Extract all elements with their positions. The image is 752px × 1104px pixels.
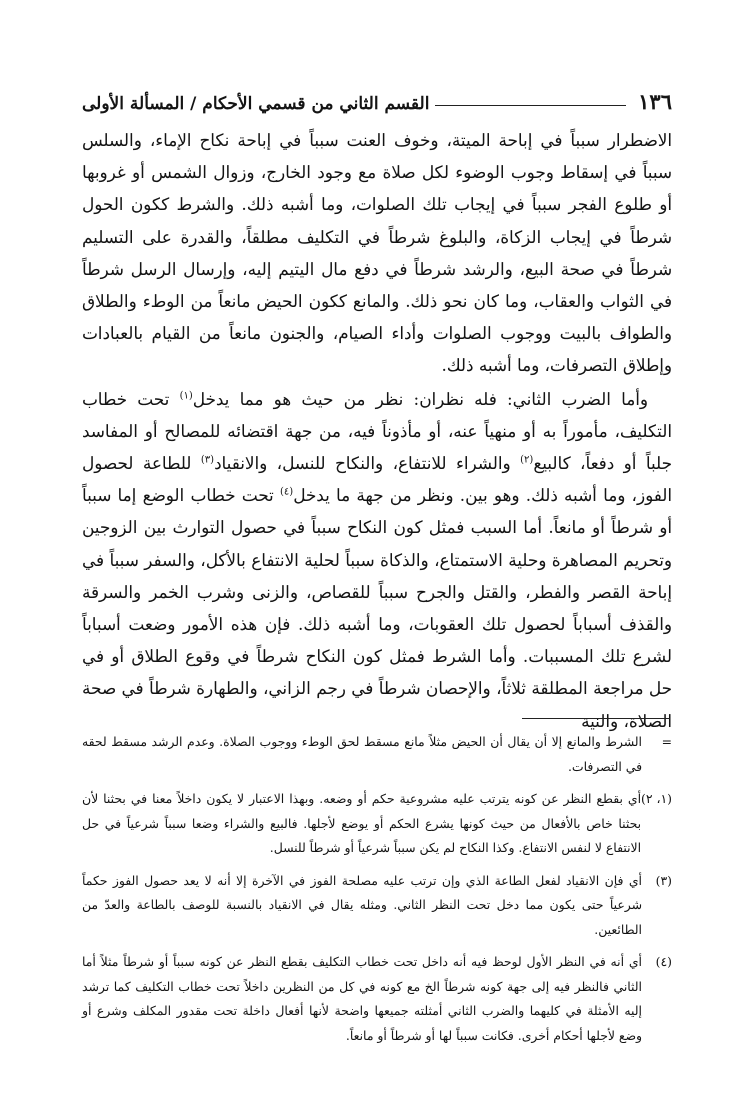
footnote-ref-3[interactable]: (٣)	[200, 454, 215, 466]
running-header	[82, 84, 672, 114]
footnote-mark: (٣)	[655, 872, 672, 888]
footnote-text: الشرط والمانع إلا أن يقال أن الحيض مثلاً مانع مسقط لحق الوطء ووجوب الصلاة. وعدم الرشد مسقط لحقه في التصرفات.	[82, 734, 642, 774]
footnote-ref-1[interactable]: (١)	[179, 390, 193, 402]
footnote-mark: (٤)	[655, 954, 672, 969]
paragraph-1: الاضطرار سبباً في إباحة الميتة، وخوف العنت سبباً في إباحة نكاح الإماء، والسلس سبباً في إسقاط وجوب الوضوء لكل صلاة مع وجود الخارج، وزوال الشمس أو غروبها أو طلوع الفجر سبباً في إيجاب تلك الصلوات، وما أشبه ذلك. والشرط ككون الحول شرطاً في إيجاب الزكاة، والبلوغ شرطاً في التكليف مطلقاً، والقدرة على التسليم شرطاً في صحة البيع، والرشد شرطاً في دفع مال اليتيم إليه، وإرسال الرسل شرطاً في الثواب والعقاب، وما كان نحو ذلك. والمانع ككون الحيض مانعاً من الوطء والطلاق والطواف بالبيت ووجوب الصلوات وأداء الصيام، والجنون مانعاً من القيام بالعبادات وإطلاق التصرفات، وما أشبه ذلك.	[82, 130, 672, 376]
footnote-text: أي أنه في النظر الأول لوحظ فيه أنه داخل تحت خطاب التكليف بقطع النظر عن كونه سبباً أو شرطاً مثلاً أما الثاني فالنظر فيه إلى جهة كونه شرطاً الخ مع كونه في كل من النظرين داخلاً تحت خطاب التكليف كما ترشد إليه الأمثلة في كليهما والضرب الثاني أمثلته جميعها واضحة لأنها أفعال داخلة تحت مقدور المكلف وشرع أو وضع لأجلها أحكام أخرى. فكانت سبباً لها أو شرطاً أو مانعاً.	[82, 954, 642, 1043]
footnote-1-2	[82, 787, 672, 861]
paragraph-2-part-e: تحت خطاب الوضع إما سبباً أو شرطاً أو مانعاً. أما السبب فمثل كون النكاح سبباً في حصول التوارث بين الزوجين وتحريم المصاهرة وحلية الاستمتاع، والذكاة سبباً لحلية الانتفاع بالأكل، والسفر سبباً في إباحة القصر والفطر، والقتل والجرح سبباً للقصاص، والزنى وشرب الخمر والسرقة والقذف أسباباً لحصول تلك العقوبات، وما أشبه ذلك. فإن هذه الأمور وضعت أسباباً لشرع تلك المسببات. وأما الشرط فمثل كون النكاح شرطاً في وقوع الطلاق أو في حل مراجعة المطلقة ثلاثاً، والإحصان شرطاً في رجم الزاني، والطهارة شرطاً في صحة الصلاة، والنية	[82, 485, 672, 731]
paragraph-2-part-c: والشراء للانتفاع، والنكاح للنسل، والانقياد	[214, 453, 511, 474]
footnote-text: أي بقطع النظر عن كونه يترتب عليه مشروعية حكم أو وضعه. وبهذا الاعتبار لا يكون داخلاً معنا في بحثنا لأن بحثنا خاص بالأفعال من حيث كونها يشرع الحكم أو يوضع لأجلها. فالبيع والشراء وضعا سبباً شرعياً في حل الانتفاع لا لنفس الانتفاع. وكذا النكاح لم يكن سبباً شرعياً أو شرطاً للنسل.	[82, 791, 642, 855]
main-text	[82, 124, 672, 737]
paragraph-2-part-a: وأما الضرب الثاني: فله نظران: نظر من حيث هو مما يدخل	[192, 388, 648, 409]
footnote-mark: =	[661, 734, 672, 749]
footnote-continued	[82, 730, 672, 779]
footnote-text: أي فإن الانقياد لفعل الطاعة الذي وإن ترتب عليه مصلحة الفوز في الآخرة إلا أنه لا يعد حصول الفوز حكماً شرعياً حتى يكون مما دخل تحت النظر الثاني. ومثله يقال في الانقياد بالنسبة للوصف بالطاعة والعدّ من الطائعين.	[82, 872, 642, 937]
footnote-mark: (١، ٢)	[641, 791, 672, 806]
paragraph-2	[82, 383, 672, 737]
page-number: ١٣٦	[638, 89, 672, 114]
running-title: القسم الثاني من قسمي الأحكام / المسألة الأولى	[82, 94, 430, 114]
paragraph-2-part-b: تحت خطاب التكليف، مأموراً به أو منهياً عنه، أو مأذوناً فيه، من جهة اقتضائه للمصالح أو المفاسد جلباً أو دفعاً، كالبيع	[82, 388, 672, 474]
footnote-3	[82, 869, 672, 943]
paragraph-2-part-d: للطاعة لحصول الفوز، وما أشبه ذلك. وهو بين. ونظر من جهة ما يدخل	[82, 453, 673, 506]
footnote-separator	[522, 718, 670, 719]
footnote-ref-4[interactable]: (٤)	[280, 486, 294, 498]
footnotes	[82, 730, 672, 1056]
header-rule	[435, 105, 626, 106]
footnote-4	[82, 950, 672, 1048]
footnote-ref-2[interactable]: (٢)	[520, 454, 534, 466]
